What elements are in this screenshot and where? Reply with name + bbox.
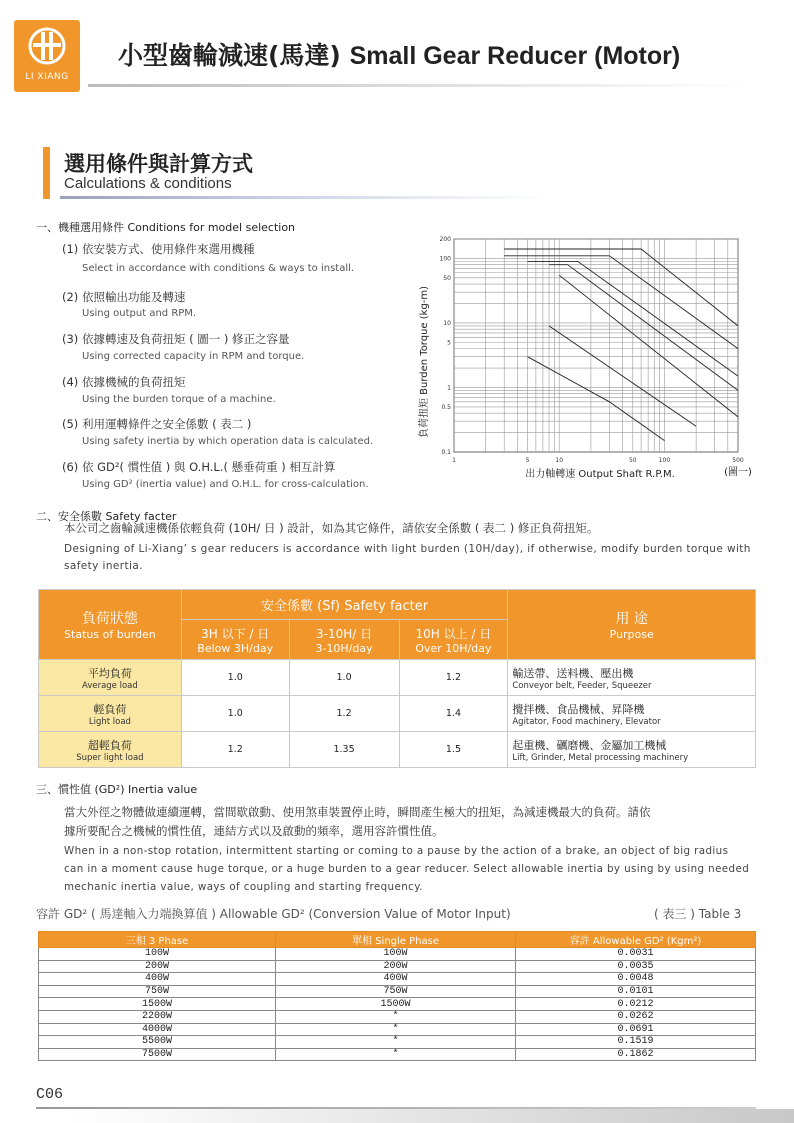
chart-x-tick: 500 [732,457,744,464]
three-phase-cell: 4000W [39,1023,276,1036]
table-row [39,985,756,998]
table-row [39,1010,756,1023]
status-cell [39,660,182,696]
brand-logo [14,20,80,92]
three-phase-cell: 400W [39,973,276,986]
condition-item-en: Using the burden torque of a machine. [82,394,276,405]
chart-caption: (圖一) [724,467,752,478]
part3-text-zh-2: 據所要配合之機械的慣性值，連結方式以及啟動的頻率，選用容許慣性值。 [64,824,444,838]
allowable-gd-cell: 0.0691 [516,1023,756,1036]
sf-subheader-en: Below 3H/day [197,641,274,655]
table-row [39,1023,756,1036]
torque-rpm-chart [414,234,764,484]
table-row [39,973,756,986]
purpose-header [508,590,756,660]
table-row [39,696,756,732]
chart-y-tick: 200 [439,236,451,243]
purpose-cell [508,660,756,696]
purpose-en: Agitator, Food machinery, Elevator [512,716,661,727]
brand-mark-icon [27,26,67,66]
part3-text-zh-1: 當大外徑之物體做連續運轉，當間歇啟動、使用煞車裝置停止時，瞬間產生極大的扭矩，為減速機最大的負荷。請依 [64,805,651,819]
chart-x-tick: 5 [525,457,530,464]
status-header [39,590,182,660]
purpose-cell [508,696,756,732]
page-title [118,36,680,72]
part2-heading: 二、安全係數 Safety facter [36,510,177,523]
sf-value: 1.35 [289,732,399,768]
purpose-en: Lift, Grinder, Metal processing machinery [512,752,689,763]
single-phase-cell: * [276,1010,516,1023]
allowable-gd-cell: 0.0035 [516,960,756,973]
sf-value: 1.2 [181,732,289,768]
purpose-header-zh: 用 途 [615,611,648,627]
status-zh: 超輕負荷 [87,738,132,752]
single-phase-cell: 100W [276,948,516,961]
table-row [39,660,756,696]
part1-heading: 一、機種選用條件 Conditions for model selection [36,221,296,234]
three-phase-cell: 200W [39,960,276,973]
three-phase-cell: 750W [39,985,276,998]
safety-factor-table [38,589,756,768]
three-phase-cell: 1500W [39,998,276,1011]
chart-y-tick: 10 [443,319,451,327]
allowable-gd-cell: 0.0212 [516,998,756,1011]
chart-y-tick: 5 [447,339,451,347]
chart-x-tick: 10 [555,457,564,464]
part2-text-en-1: Designing of Li-Xiang’ s gear reducers is accordance with light burden (10H/day), if otherwise, modify burden torque with [64,543,751,555]
sf-value: 1.2 [289,696,399,732]
purpose-zh: 輸送帶、送料機、壓出機 [512,666,634,680]
gd-table [38,931,756,1061]
table-row [39,998,756,1011]
chart-y-tick: 100 [439,255,451,263]
sf-value: 1.0 [181,660,289,696]
page-number: C06 [36,1086,64,1103]
sf-subheader-zh: 3-10H/ 日 [316,626,373,641]
condition-item-en: Using GD² (inertia value) and O.H.L. for cross-calculation. [82,479,369,490]
header-divider [88,84,748,87]
page-title-zh: 小型齒輪減速(馬達) [118,41,341,70]
purpose-cell [508,732,756,768]
allowable-gd-cell: 0.0101 [516,985,756,998]
table-row [39,948,756,961]
three-phase-cell: 5500W [39,1036,276,1049]
purpose-header-en: Purpose [609,628,654,641]
sf-subheader [289,620,399,660]
table-row [39,960,756,973]
sf-subheader-en: 3-10H/day [315,641,373,655]
chart-x-tick: 100 [658,457,671,464]
chart-y-tick: 1 [447,384,451,392]
three-phase-cell: 7500W [39,1048,276,1061]
status-cell [39,696,182,732]
part2-text-zh: 本公司之齒輪減速機係依輕負荷 (10H/ 日 ) 設計，如為其它條件，請依安全係數 ( 表二 ) 修正負荷扭矩。 [64,521,599,535]
purpose-zh: 攪拌機、食品機械、昇降機 [512,702,645,716]
status-en: Light load [88,716,131,727]
sf-value: 1.4 [399,696,508,732]
allowable-gd-cell: 0.0262 [516,1010,756,1023]
section-divider [60,196,550,199]
sf-subheader [399,620,508,660]
single-phase-cell: 750W [276,985,516,998]
purpose-en: Conveyor belt, Feeder, Squeezer [512,680,652,691]
status-en: Super light load [76,752,144,763]
condition-item-zh: (3) 依據轉速及負荷扭矩 ( 圖一 ) 修正之容量 [62,332,290,346]
gd-table-caption: 容許 GD² ( 馬達軸入力端換算值 ) Allowable GD² (Conversion Value of Motor Input) [36,907,511,921]
sf-value: 1.0 [289,660,399,696]
gd-header-three-phase: 三相 3 Phase [39,932,276,948]
status-en: Average load [82,680,138,691]
allowable-gd-cell: 0.1862 [516,1048,756,1061]
condition-item-en: Select in accordance with conditions & ways to install. [82,263,355,274]
condition-item-en: Using safety inertia by which operation data is calculated. [82,436,374,447]
three-phase-cell: 2200W [39,1010,276,1023]
condition-item-zh: (5) 利用運轉條件之安全係數 ( 表二 ) [62,417,252,431]
section-title-en: Calculations & conditions [64,175,232,192]
safety-factor-header: 安全係數 (Sf) Safety facter [181,590,508,620]
single-phase-cell: 400W [276,973,516,986]
condition-item-en: Using corrected capacity in RPM and torque. [82,351,305,362]
purpose-zh: 起重機、礪磨機、金屬加工機械 [512,738,667,752]
condition-item-en: Using output and RPM. [82,308,197,319]
status-zh: 輕負荷 [93,702,127,716]
table-row [39,1036,756,1049]
allowable-gd-cell: 0.1519 [516,1036,756,1049]
chart-x-tick: 1 [452,457,456,464]
single-phase-cell: * [276,1048,516,1061]
status-zh: 平均負荷 [87,666,132,680]
page-title-en: Small Gear Reducer (Motor) [349,42,681,70]
table-row [39,1048,756,1061]
single-phase-cell: * [276,1023,516,1036]
chart-y-label: 負荷扭矩 Burden Torque (kg-m) [419,285,430,439]
condition-item-zh: (2) 依照輸出功能及轉速 [62,290,186,304]
gd-header-single-phase: 單相 Single Phase [276,932,516,948]
allowable-gd-cell: 0.0048 [516,973,756,986]
status-header-en: Status of burden [64,628,156,641]
footer-bar [70,1109,794,1123]
sf-value: 1.5 [399,732,508,768]
gd-table-label: ( 表三 ) Table 3 [654,907,742,921]
chart-y-tick: 50 [443,274,451,282]
condition-item-zh: (1) 依安裝方式、使用條件來選用機種 [62,242,255,256]
part3-text-en-3: mechanic inertia value, ways of coupling and starting frequency. [64,881,423,893]
chart-y-tick: 0.5 [441,403,451,411]
sf-subheader-zh: 3H 以下 / 日 [201,626,270,641]
three-phase-cell: 100W [39,948,276,961]
sf-value: 1.0 [181,696,289,732]
chart-x-label: 出力軸轉速 Output Shaft R.P.M. [525,469,675,480]
part3-text-en-2: can in a moment cause huge torque, or a huge burden to a gear reducer. Select allowable inertia by using by using needed [64,863,750,875]
table-row [39,732,756,768]
section-title-zh: 選用條件與計算方式 [64,152,253,176]
sf-value: 1.2 [399,660,508,696]
section-accent-bar [43,147,50,199]
chart-y-tick: 0.1 [441,449,451,456]
status-header-zh: 負荷狀態 [81,611,138,627]
condition-item-zh: (4) 依據機械的負荷扭矩 [62,375,186,389]
sf-subheader-zh: 10H 以上 / 日 [415,626,492,641]
condition-item-zh: (6) 依 GD²( 慣性值 ) 與 O.H.L.( 懸垂荷重 ) 相互計算 [62,460,336,474]
part3-heading: 三、慣性值 (GD²) Inertia value [36,783,198,796]
part2-text-en-2: safety inertia. [64,560,143,572]
brand-name: LI XIANG [25,72,69,82]
part3-text-en-1: When in a non-stop rotation, intermittent starting or coming to a pause by the action of a brake, an object of big radius [64,845,729,857]
status-cell [39,732,182,768]
sf-subheader-en: Over 10H/day [415,641,492,655]
sf-subheader [181,620,289,660]
single-phase-cell: 1500W [276,998,516,1011]
gd-header-allowable: 容許 Allowable GD² (Kgm²) [516,932,756,948]
chart-x-tick: 50 [628,457,637,464]
single-phase-cell: * [276,1036,516,1049]
allowable-gd-cell: 0.0031 [516,948,756,961]
single-phase-cell: 200W [276,960,516,973]
